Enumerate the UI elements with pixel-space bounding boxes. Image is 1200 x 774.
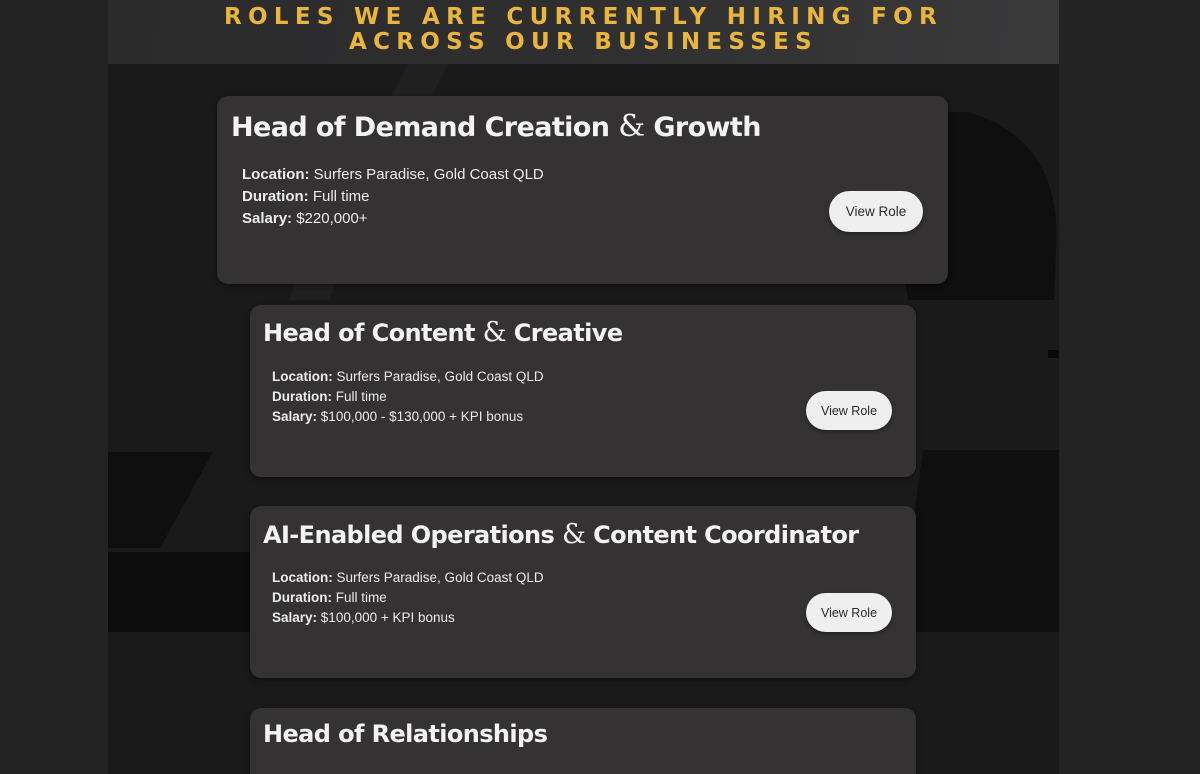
role-card [250,506,916,678]
location-row: Location: Surfers Paradise, Gold Coast QLD [272,369,544,384]
careers-section [108,0,1059,774]
salary-row: Salary: $100,000 + KPI bonus [272,610,455,625]
role-card [250,708,916,774]
duration-row: Duration: Full time [272,389,387,404]
role-title: Head of Relationships [263,720,548,748]
role-card [217,96,948,284]
headline-line-1: ROLES WE ARE CURRENTLY HIRING FOR [224,4,943,30]
role-details [242,164,544,230]
role-details [272,568,544,628]
duration-row: Duration: Full time [242,188,370,205]
headline-line-2: ACROSS OUR BUSINESSES [349,29,818,55]
view-role-button[interactable]: View Role [829,191,923,232]
salary-row: Salary: $100,000 - $130,000 + KPI bonus [272,409,524,424]
role-details [272,367,544,427]
page-headline [108,5,1059,55]
location-row: Location: Surfers Paradise, Gold Coast QLD [272,570,544,585]
role-title: Head of Demand Creation & Growth [231,109,761,144]
role-title: Head of Content & Creative [263,317,623,348]
view-role-button[interactable]: View Role [806,391,892,430]
location-row: Location: Surfers Paradise, Gold Coast QLD [242,166,544,183]
duration-row: Duration: Full time [272,590,387,605]
view-role-button[interactable]: View Role [806,593,892,632]
role-title: AI-Enabled Operations & Content Coordinator [263,519,859,550]
role-card [250,305,916,477]
salary-row: Salary: $220,000+ [242,210,368,227]
